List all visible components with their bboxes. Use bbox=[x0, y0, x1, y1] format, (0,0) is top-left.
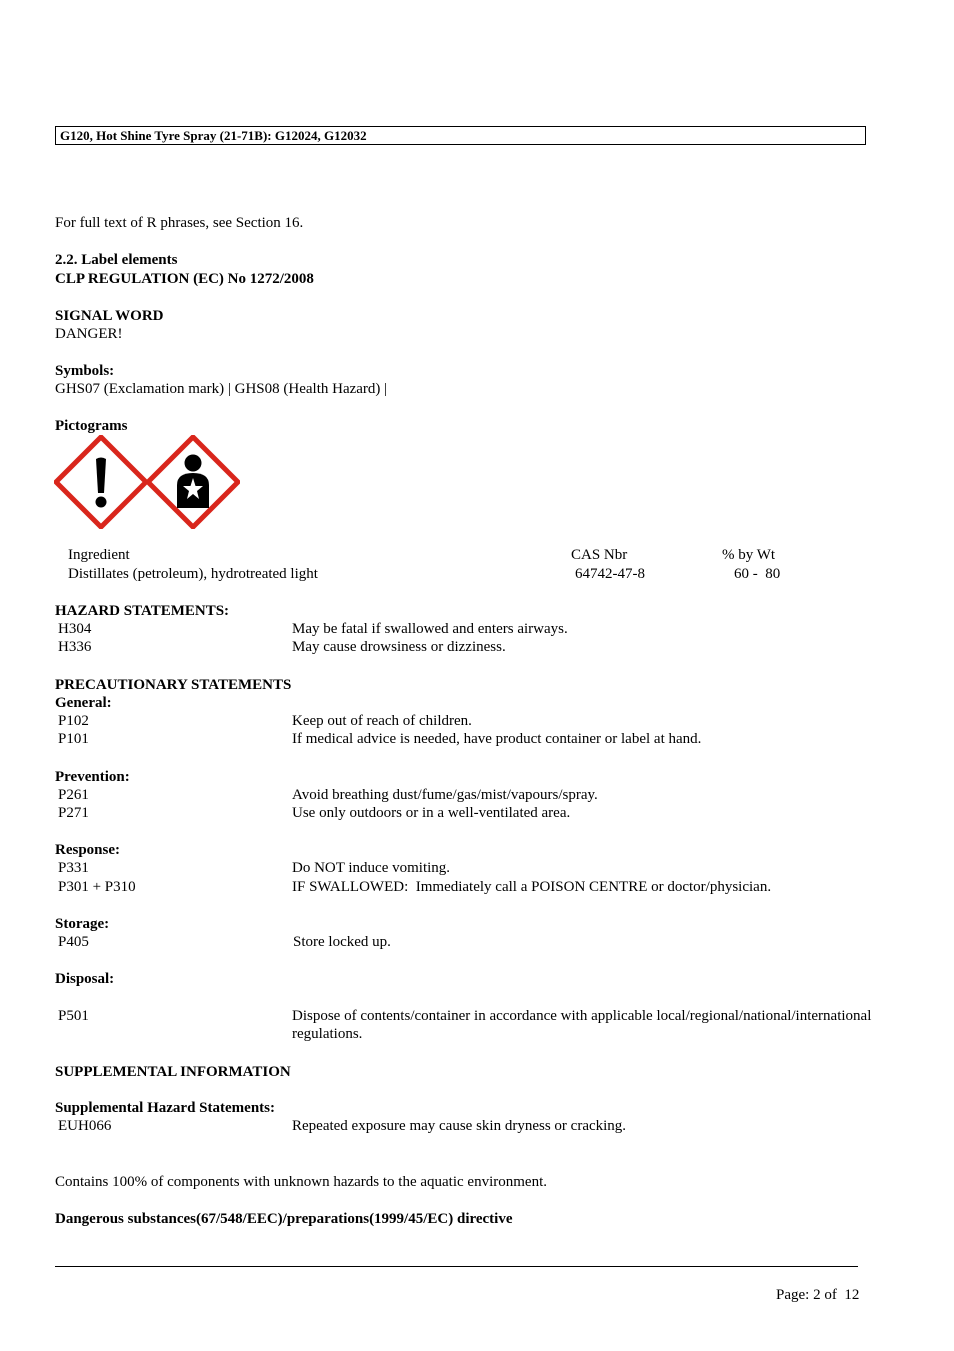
symbols-value: GHS07 (Exclamation mark) | GHS08 (Health Hazard) | bbox=[55, 381, 388, 397]
footer-divider bbox=[55, 1266, 858, 1267]
statement-text: Dispose of contents/container in accordance with applicable local/regional/national/international bbox=[292, 1008, 872, 1024]
statement-text: Avoid breathing dust/fume/gas/mist/vapours/spray. bbox=[292, 787, 598, 803]
ingredient-cas: 64742-47-8 bbox=[575, 566, 645, 582]
ingredient-header: Ingredient bbox=[68, 547, 130, 563]
statement-code: H336 bbox=[58, 639, 92, 655]
statement-text-continued: regulations. bbox=[292, 1026, 363, 1042]
statement-code: P101 bbox=[58, 731, 89, 747]
statement-code: H304 bbox=[58, 621, 92, 637]
ingredient-weight: 60 - 80 bbox=[734, 566, 781, 582]
document-title: G120, Hot Shine Tyre Spray (21-71B): G12024, G12032 bbox=[60, 128, 367, 143]
statement-code: P271 bbox=[58, 805, 89, 821]
ingredient-name: Distillates (petroleum), hydrotreated light bbox=[68, 566, 318, 582]
signal-word-label: SIGNAL WORD bbox=[55, 308, 164, 324]
storage-label: Storage: bbox=[55, 916, 110, 932]
statement-code: P405 bbox=[58, 934, 89, 950]
exclamation-mark-pictogram-icon bbox=[54, 435, 148, 529]
statement-text: Keep out of reach of children. bbox=[292, 713, 472, 729]
statement-text: IF SWALLOWED: Immediately call a POISON CENTRE or doctor/physician. bbox=[292, 879, 772, 895]
statement-text: May cause drowsiness or dizziness. bbox=[292, 639, 506, 655]
r-phrases-note: For full text of R phrases, see Section 16. bbox=[55, 215, 304, 231]
statement-code: P301 + P310 bbox=[58, 879, 136, 895]
aquatic-note: Contains 100% of components with unknown hazards to the aquatic environment. bbox=[55, 1174, 547, 1190]
statement-code: EUH066 bbox=[58, 1118, 112, 1134]
symbols-label: Symbols: bbox=[55, 363, 115, 379]
statement-code: P261 bbox=[58, 787, 89, 803]
precautionary-statements-label: PRECAUTIONARY STATEMENTS bbox=[55, 677, 292, 693]
statement-text: Repeated exposure may cause skin dryness or cracking. bbox=[292, 1118, 627, 1134]
statement-text: Use only outdoors or in a well-ventilated area. bbox=[292, 805, 571, 821]
directive-heading: Dangerous substances(67/548/EEC)/preparations(1999/45/EC) directive bbox=[55, 1211, 513, 1227]
statement-code: P331 bbox=[58, 860, 89, 876]
cas-header: CAS Nbr bbox=[571, 547, 628, 563]
statement-text: Do NOT induce vomiting. bbox=[292, 860, 451, 876]
pictograms-label: Pictograms bbox=[55, 418, 128, 434]
general-label: General: bbox=[55, 695, 112, 711]
regulation-heading: CLP REGULATION (EC) No 1272/2008 bbox=[55, 271, 314, 287]
statement-text: If medical advice is needed, have product container or label at hand. bbox=[292, 731, 702, 747]
statement-code: P501 bbox=[58, 1008, 89, 1024]
disposal-label: Disposal: bbox=[55, 971, 115, 987]
health-hazard-pictogram-icon bbox=[146, 435, 240, 529]
statement-text: May be fatal if swallowed and enters airways. bbox=[292, 621, 568, 637]
page-number: Page: 2 of 12 bbox=[776, 1287, 860, 1303]
statement-text: Store locked up. bbox=[293, 934, 391, 950]
prevention-label: Prevention: bbox=[55, 769, 130, 785]
supplemental-hazard-label: Supplemental Hazard Statements: bbox=[55, 1100, 275, 1116]
weight-header: % by Wt bbox=[722, 547, 776, 563]
hazard-statements-label: HAZARD STATEMENTS: bbox=[55, 603, 230, 619]
document-header bbox=[55, 126, 866, 145]
response-label: Response: bbox=[55, 842, 121, 858]
section-heading: 2.2. Label elements bbox=[55, 252, 178, 268]
statement-code: P102 bbox=[58, 713, 89, 729]
supplemental-information-label: SUPPLEMENTAL INFORMATION bbox=[55, 1064, 291, 1080]
signal-word-value: DANGER! bbox=[55, 326, 123, 342]
